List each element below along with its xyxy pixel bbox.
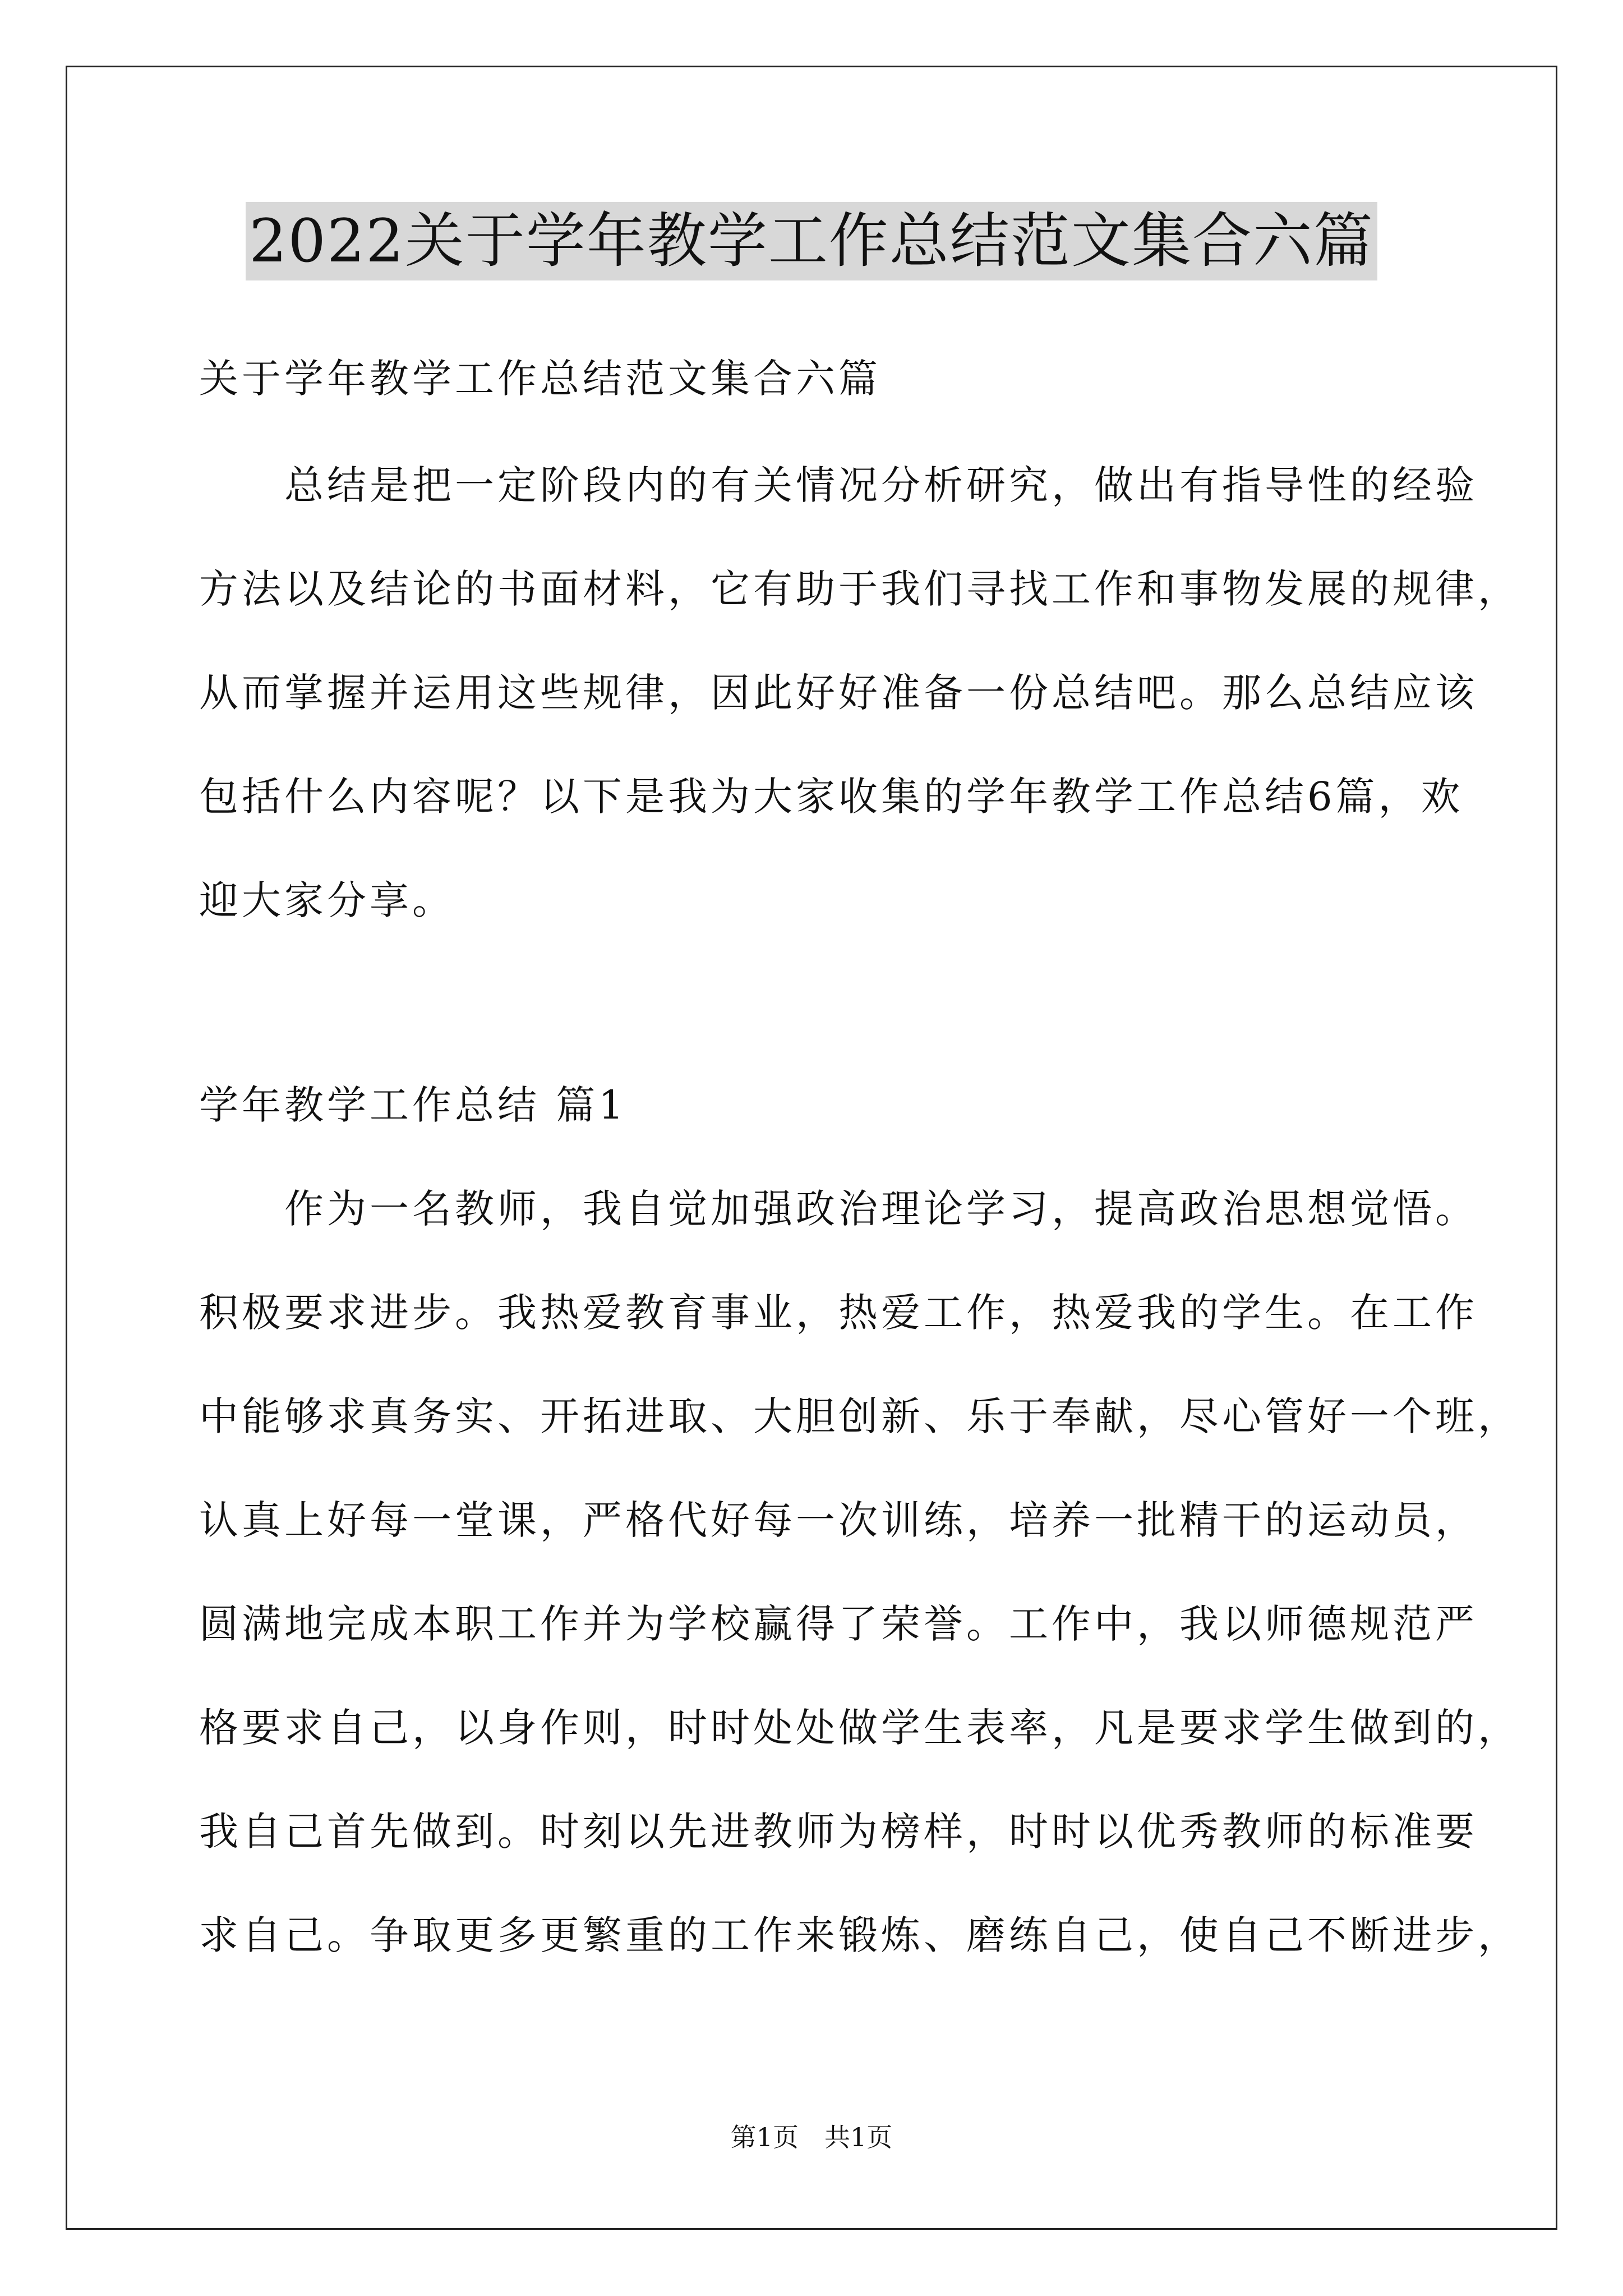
section-line-1: 作为一名教师，我自觉加强政治理论学习，提高政治思想觉悟。 — [199, 1186, 1478, 1232]
section-line-7: 我自己首先做到。时刻以先进教师为榜样，时时以优秀教师的标准要 — [199, 1809, 1478, 1855]
intro-line-4: 包括什么内容呢？以下是我为大家收集的学年教学工作总结6篇，欢 — [199, 774, 1464, 820]
intro-line-2: 方法以及结论的书面材料，它有助于我们寻找工作和事物发展的规律， — [199, 566, 1520, 612]
section-line-8: 求自己。争取更多更繁重的工作来锻炼、磨练自己，使自己不断进步， — [199, 1912, 1520, 1958]
section-line-3: 中能够求真务实、开拓进取、大胆创新、乐于奉献，尽心管好一个班， — [199, 1393, 1520, 1439]
document-title: 2022关于学年教学工作总结范文集合六篇 — [246, 202, 1377, 280]
intro-line-1: 总结是把一定阶段内的有关情况分析研究，做出有指导性的经验 — [199, 462, 1478, 508]
intro-line-5: 迎大家分享。 — [199, 877, 455, 923]
section-line-2: 积极要求进步。我热爱教育事业，热爱工作，热爱我的学生。在工作 — [199, 1290, 1478, 1336]
title-container — [0, 202, 1623, 280]
document-subtitle: 关于学年教学工作总结范文集合六篇 — [199, 356, 881, 402]
intro-line-3: 从而掌握并运用这些规律，因此好好准备一份总结吧。那么总结应该 — [199, 670, 1478, 716]
section-line-5: 圆满地完成本职工作并为学校赢得了荣誉。工作中，我以师德规范严 — [199, 1601, 1478, 1647]
page-footer: 第1页 共1页 — [730, 2122, 893, 2152]
section-line-6: 格要求自己，以身作则，时时处处做学生表率，凡是要求学生做到的， — [199, 1705, 1520, 1751]
section-heading: 学年教学工作总结 篇1 — [199, 1082, 627, 1128]
section-line-4: 认真上好每一堂课，严格代好每一次训练，培养一批精干的运动员， — [199, 1497, 1478, 1543]
